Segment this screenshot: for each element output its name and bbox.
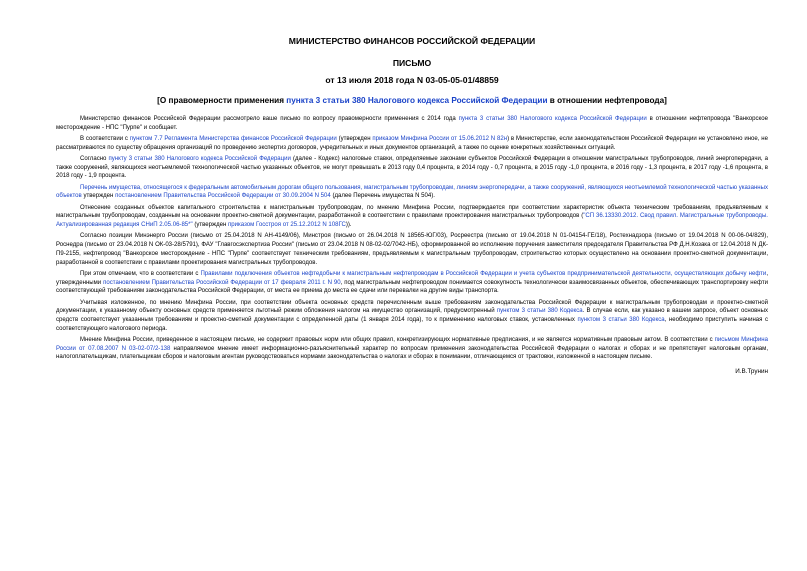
paragraph-text: утвержден [81, 193, 116, 200]
document-link[interactable]: пунктом 7.7 Регламента Министерства финансов Российской Федерации [129, 136, 337, 142]
paragraph-text: При этом отмечаем, что в соответствии с [80, 270, 201, 277]
paragraph-text: )). [345, 222, 352, 229]
document-date-number: от 13 июля 2018 года N 03-05-05-01/48859 [325, 75, 499, 85]
signature: И.В.Трунин [735, 368, 768, 376]
document-link[interactable]: пунктом 3 статьи 380 Кодекса [577, 316, 665, 323]
document-link[interactable]: приказом Минфина России от 15.06.2012 N 82н [372, 136, 508, 142]
document-subject [56, 95, 768, 106]
document-link[interactable]: пунктом 3 статьи 380 Кодекса [496, 308, 583, 315]
document-link[interactable]: Правилами подключения объектов нефтедобычи к магистральным нефтепроводам в Российской Федерации и учета субъектов предпринимательской деятельности, осуществляющих добычу нефти [200, 270, 767, 277]
body-paragraph [56, 155, 768, 181]
paragraph-text: Согласно позиции Минэнерго России (письмо от 25.04.2018 N АН-4149/06), Минстроя (письмо от 26.04.2018 N 18565-ЮГ/03), Росреестра (письмо от 19.04.2018 N 01-04154-ГЕ/18), Ростехнадзора (письмо от 19.04.2018 N 00-06-04/829), Роснедра (письмо от 23.04.2018 N ОК-03-28/5791), ФАУ "Главгосэкспертиза России" (письмо от 23.04.2018 N 08-02-02/7042-НБ), сформированной во исполнение поручения заместителя председателя Правительства РФ Д.Н.Козака от 12.04.2018 N ДК-П9-2155, нефтепровод "Ванкорское месторождение - НПС "Пурпе" соответствует техническим требованиям, предъявляемым к магистральным трубопроводам, строительство которых осуществлено на основании проектно-сметной документации, разработанной в соответствии с правилами проектирования магистральных трубопроводов. [56, 233, 768, 266]
body-paragraph [56, 184, 768, 201]
paragraph-text: Мнение Минфина России, приведенное в настоящем письме, не содержит правовых норм или общих правил, конкретизирующих нормативные предписания, и не является нормативным правовым актом. В соответствии с [80, 336, 715, 343]
document-link[interactable]: постановлением Правительства Российской Федерации от 17 февраля 2011 г. N 90 [103, 279, 341, 286]
paragraph-text: , утвержденными [56, 270, 768, 286]
paragraph-text: Отнесение созданных объектов капитального строительства к магистральным трубопроводам, по мнению Минфина России, подтверждается при соответствии характеристик объекта техническим требованиям, предъявляемым к магистральным трубопроводам, созданным на основании проектно-сметной документации, разработанной в соответствии с правилами проектирования магистральных трубопроводов ( [56, 204, 768, 220]
paragraph-text: Министерство финансов Российской Федерации рассмотрело ваше письмо по вопросу правомерности применения с 2014 года [80, 116, 459, 122]
ministry-heading: МИНИСТЕРСТВО ФИНАНСОВ РОССИЙСКОЙ ФЕДЕРАЦИИ [288, 36, 536, 46]
body-paragraph [56, 336, 768, 362]
document-link[interactable]: постановлением Правительства Российской Федерации от 30.09.2004 N 504 [115, 193, 331, 200]
body-paragraph [56, 270, 768, 296]
paragraph-text: , необходимо приступить начиная с соответствующего налогового периода. [56, 316, 768, 332]
body-paragraph [56, 115, 768, 132]
subject-close: в отношении нефтепровода] [547, 96, 667, 105]
paragraph-text: (утвержден [192, 222, 228, 229]
body-paragraph [56, 232, 768, 267]
paragraph-text: , под магистральным нефтепроводом понимается совокупность технологически взаимосвязанных объектов, обеспечивающих транспортировку нефти соответствующей требованиям законодательства Российской Федерации, от места ее приема до места ее сдачи или перевалки на другие виды транспорта. [56, 279, 768, 295]
paragraph-text: (утвержден [336, 136, 373, 142]
paragraph-text: . В случае если, как указано в вашем запросе, объект основных средств соответствует указанным требованиям и проектно-сметной документации с определенной даты (1 января 2014 года), то к применению налоговых ставок, установленных [56, 308, 768, 323]
paragraph-text: В соответствии с [80, 136, 130, 142]
document-link[interactable]: письмом Минфина России от 07.08.2007 N 03-02-07/2-138 [56, 336, 768, 352]
document-link[interactable]: приказом Госстроя от 25.12.2012 N 108ГС [228, 222, 346, 229]
body-paragraph [56, 204, 768, 230]
body-paragraph [56, 299, 768, 334]
paragraph-text: Согласно [80, 156, 109, 162]
body-paragraph [56, 135, 768, 152]
paragraph-text: направляемое мнение имеет информационно-разъяснительный характер по вопросам применения законодательства Российской Федерации о налогах и сборах и не препятствует налоговым органам, налогоплательщикам, плательщикам сборов и налоговым агентам руководствоваться нормами законодательства о налогах и сборах в понимании, отличающемся от трактовки, изложенной в настоящем письме. [56, 345, 769, 361]
document-type: ПИСЬМО [392, 58, 432, 68]
document-link[interactable]: Перечень имущества, относящегося к федеральным автомобильным дорогам общего пользования, магистральным трубопроводам, линиям энергопередачи, а также сооружений, являющихся неотъемлемой технологической частью указанных объектов [56, 184, 768, 200]
paragraph-text: в отношении нефтепровода "Ванкорское месторождение - НПС "Пурпе" и сообщает. [56, 116, 768, 131]
subject-open: [О правомерности применения [157, 96, 287, 105]
paragraph-text: ) в Министерстве, если законодательством Российской Федерации не установлено иное, не рассматриваются по существу обращения организаций по проведению экспертиз договоров, учредительных и иных документов организаций, а также по оценке конкретных хозяйственных ситуаций. [56, 136, 768, 151]
paragraph-text: (далее - Кодекс) налоговые ставки, определяемые законами субъектов Российской Федерации в отношении магистральных трубопроводов, линий энергопередачи, а также сооружений, являющихся неотъемлемой технологической частью указанных объектов, не могут превышать в 2013 году 0,4 процента, в 2014 году - 0,7 процента, в 2015 году -1,0 процента, в 2016 году - 1,3 процента, в 2017 году -1,6 процента, в 2018 году - 1,9 процента. [56, 156, 768, 180]
subject-link[interactable]: пункта 3 статьи 380 Налогового кодекса Российской Федерации [286, 96, 548, 105]
document-link[interactable]: пункта 3 статьи 380 Налогового кодекса Российской Федерации [458, 116, 647, 122]
document-link[interactable]: пункту 3 статьи 380 Налогового кодекса Российской Федерации [108, 156, 291, 162]
paragraph-text: Учитывая изложенное, по мнению Минфина России, при соответствии объекта основных средств перечисленным выше требованиям законодательства Российской Федерации к магистральным трубопроводам и проектно-сметной документации, к указанному объекту основных средств применяется льготный режим обложения налогом на имущество организаций, предусмотренный [56, 299, 768, 315]
paragraph-text: (далее Перечень имущества N 504). [330, 193, 435, 200]
document-link[interactable]: "СП 36.13330.2012. Свод правил. Магистральные трубопроводы. Актуализированная редакция СНиП 2.05.06-85*" [56, 213, 768, 229]
document-body [56, 115, 768, 376]
